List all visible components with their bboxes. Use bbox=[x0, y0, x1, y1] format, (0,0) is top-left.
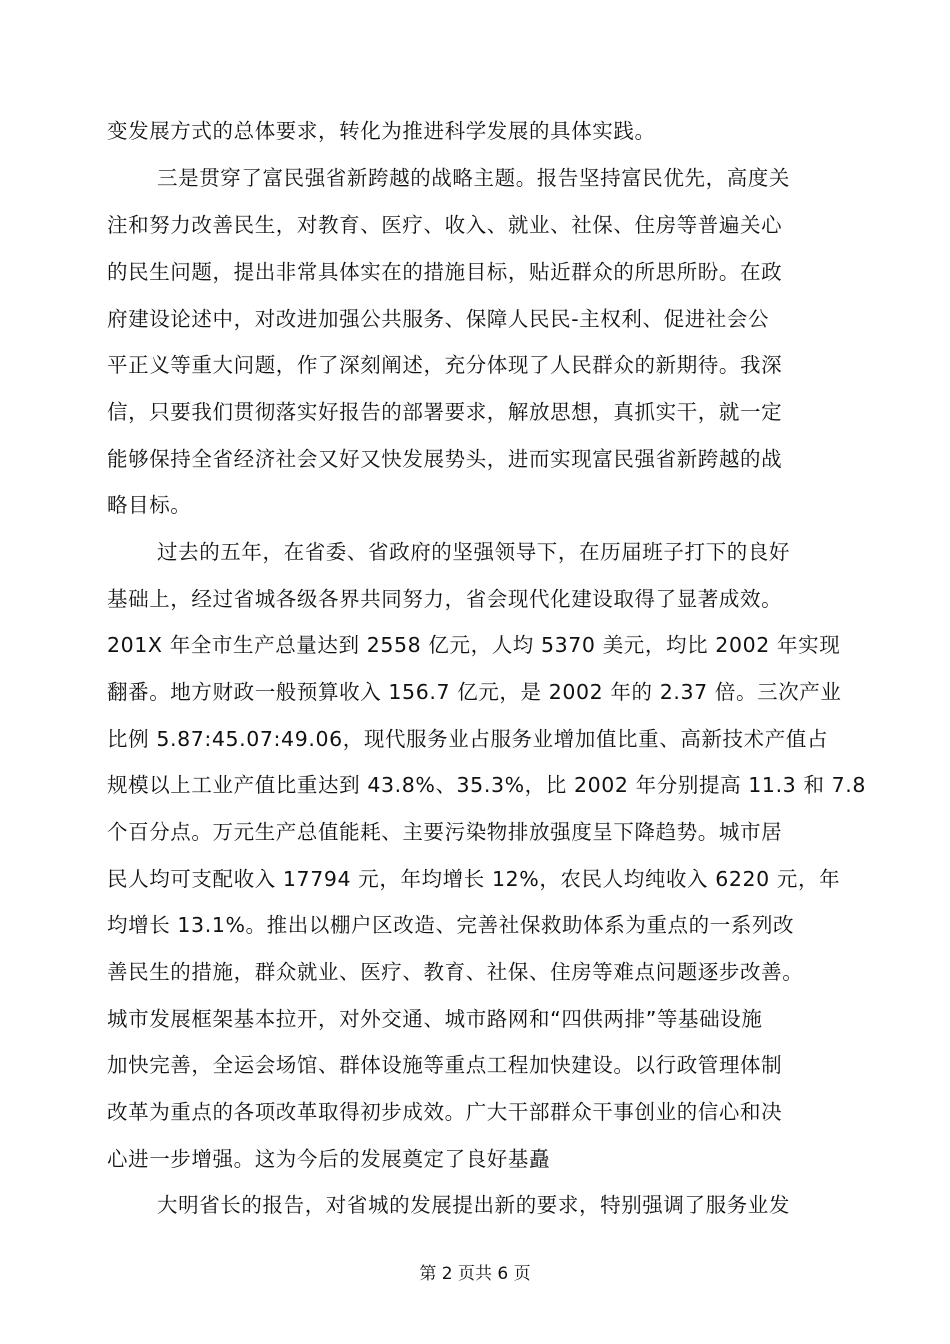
text-line: 民人均可支配收入 17794 元，年均增长 12%，农民人均纯收入 6220 元，年 bbox=[107, 867, 841, 891]
text-line: 翻番。地方财政一般预算收入 156.7 亿元，是 2002 年的 2.37 倍。三次产业 bbox=[107, 680, 842, 704]
paragraph-start-line: 大明省长的报告，对省城的发展提出新的要求，特别强调了服务业发 bbox=[157, 1193, 790, 1217]
text-line: 改革为重点的各项改革取得初步成效。广大干部群众干事创业的信心和决 bbox=[107, 1100, 783, 1124]
text-line: 略目标。 bbox=[107, 493, 192, 517]
text-line: 个百分点。万元生产总值能耗、主要污染物排放强度呈下降趋势。城市居 bbox=[107, 820, 783, 844]
text-line: 心进一步增强。这为今后的发展奠定了良好基矗 bbox=[107, 1147, 551, 1171]
text-line: 府建设论述中，对改进加强公共服务、保障人民民-主权利、促进社会公 bbox=[107, 307, 770, 331]
text-line: 善民生的措施，群众就业、医疗、教育、社保、住房等难点问题逐步改善。 bbox=[107, 960, 804, 984]
text-line: 均增长 13.1%。推出以棚户区改造、完善社保救助体系为重点的一系列改 bbox=[107, 913, 795, 937]
text-line: 比例 5.87:45.07:49.06，现代服务业占服务业增加值比重、高新技术产值占 bbox=[107, 727, 829, 751]
text-line: 注和努力改善民生，对教育、医疗、收入、就业、社保、住房等普遍关心 bbox=[107, 213, 783, 237]
paragraph-start-line: 过去的五年，在省委、省政府的坚强领导下，在历届班子打下的良好 bbox=[157, 540, 790, 564]
text-line: 加快完善，全运会场馆、群体设施等重点工程加快建设。以行政管理体制 bbox=[107, 1053, 783, 1077]
text-line: 信，只要我们贯彻落实好报告的部署要求，解放思想，真抓实干，就一定 bbox=[107, 400, 783, 424]
paragraph-start-line: 三是贯穿了富民强省新跨越的战略主题。报告坚持富民优先，高度关 bbox=[157, 166, 790, 190]
text-line: 能够保持全省经济社会又好又快发展势头，进而实现富民强省新跨越的战 bbox=[107, 447, 783, 471]
page-footer: 第 2 页共 6 页 bbox=[419, 1264, 531, 1284]
text-line: 平正义等重大问题，作了深刻阐述，充分体现了人民群众的新期待。我深 bbox=[107, 353, 783, 377]
text-line: 变发展方式的总体要求，转化为推进科学发展的具体实践。 bbox=[107, 119, 656, 143]
text-line: 201X 年全市生产总量达到 2558 亿元，人均 5370 美元，均比 2002 年实现 bbox=[107, 633, 841, 657]
text-line: 城市发展框架基本拉开，对外交通、城市路网和“四供两排”等基础设施 bbox=[107, 1007, 763, 1031]
text-line: 规模以上工业产值比重达到 43.8%、35.3%，比 2002 年分别提高 11.3 和 7.8 bbox=[107, 773, 867, 797]
text-line: 的民生问题，提出非常具体实在的措施目标，贴近群众的所思所盼。在政 bbox=[107, 260, 783, 284]
text-line: 基础上，经过省城各级各界共同努力，省会现代化建设取得了显著成效。 bbox=[107, 587, 783, 611]
